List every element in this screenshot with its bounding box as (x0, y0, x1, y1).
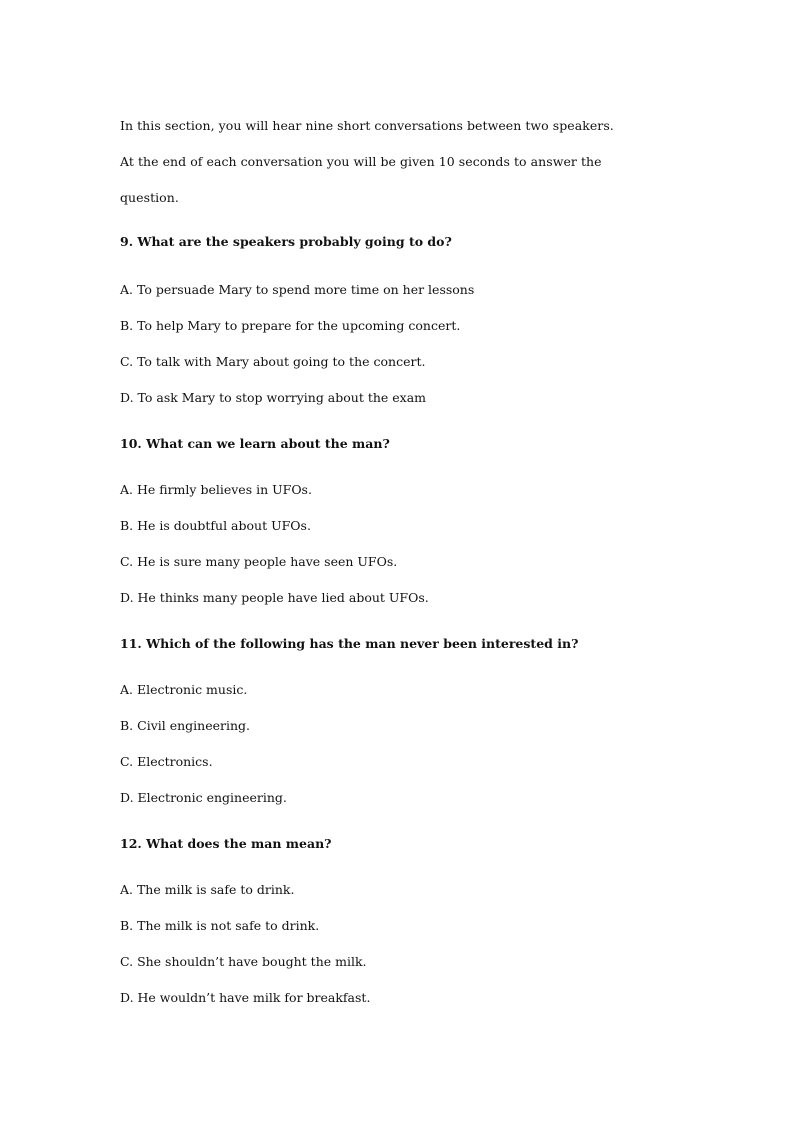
question-10-option-a: A. He firmly believes in UFOs. (120, 482, 312, 497)
question-12-option-b: B. The milk is not safe to drink. (120, 918, 320, 933)
question-12-option-c: C. She shouldn’t have bought the milk. (120, 954, 367, 969)
question-10-option-b: B. He is doubtful about UFOs. (120, 518, 311, 533)
question-12-stem: 12. What does the man mean? (120, 836, 332, 851)
question-10-option-c: C. He is sure many people have seen UFOs. (120, 554, 398, 569)
question-10-option-d: D. He thinks many people have lied about UFOs. (120, 590, 429, 605)
question-11-option-d: D. Electronic engineering. (120, 790, 287, 805)
question-9-stem: 9. What are the speakers probably going to do? (120, 234, 452, 249)
question-12-option-a: A. The milk is safe to drink. (120, 882, 295, 897)
question-9-option-d: D. To ask Mary to stop worrying about the exam (120, 390, 427, 405)
question-11-option-a: A. Electronic music. (120, 682, 248, 697)
question-9-option-c: C. To talk with Mary about going to the concert. (120, 354, 426, 369)
intro-line-1: In this section, you will hear nine short conversations between two speakers. (120, 118, 614, 133)
question-12-option-d: D. He wouldn’t have milk for breakfast. (120, 990, 371, 1005)
question-9-option-b: B. To help Mary to prepare for the upcoming concert. (120, 318, 461, 333)
question-10-stem: 10. What can we learn about the man? (120, 436, 390, 451)
question-11-option-b: B. Civil engineering. (120, 718, 251, 733)
question-11-stem: 11. Which of the following has the man never been interested in? (120, 636, 579, 651)
intro-line-3: question. (120, 190, 179, 205)
intro-line-2: At the end of each conversation you will be given 10 seconds to answer the (120, 154, 602, 169)
question-9-option-a: A. To persuade Mary to spend more time on her lessons (120, 282, 475, 297)
question-11-option-c: C. Electronics. (120, 754, 213, 769)
